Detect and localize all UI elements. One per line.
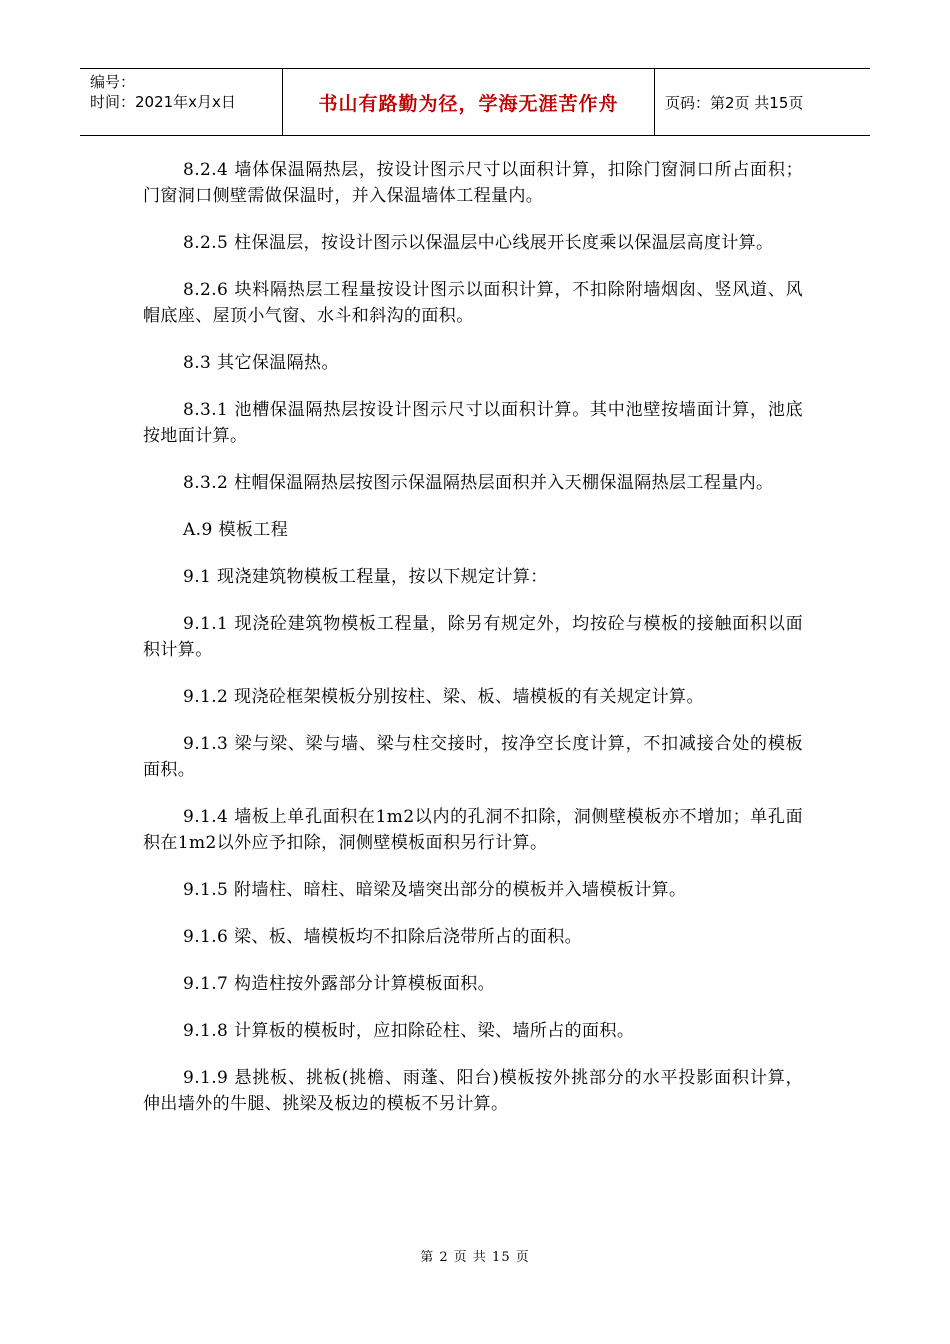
paragraph-9-1-6: 9.1.6 梁、板、墙模板均不扣除后浇带所占的面积。 (183, 927, 583, 947)
paragraph-9-1-9: 9.1.9 悬挑板、挑板(挑檐、雨蓬、阳台)模板按外挑部分的水平投影面积计算，伸出墙外的牛腿、挑梁及板边的模板不另计算。 (143, 1068, 803, 1114)
paragraph-9-1-1: 9.1.1 现浇砼建筑物模板工程量，除另有规定外，均按砼与模板的接触面积以面积计算。 (143, 614, 803, 660)
paragraph-9-1-8: 9.1.8 计算板的模板时，应扣除砼柱、梁、墙所占的面积。 (183, 1021, 635, 1041)
paragraph-9-1: 9.1 现浇建筑物模板工程量，按以下规定计算： (183, 567, 548, 587)
paragraph-8-3: 8.3 其它保温隔热。 (183, 353, 339, 373)
paragraph-9-1-3: 9.1.3 梁与梁、梁与墙、梁与柱交接时，按净空长度计算，不扣减接合处的模板面积。 (143, 734, 803, 780)
paragraph-9-1-4: 9.1.4 墙板上单孔面积在1m2以内的孔洞不扣除，洞侧壁模板亦不增加；单孔面积在1m2以外应予扣除，洞侧壁模板面积另行计算。 (143, 807, 803, 853)
header-page-number: 页码：第2页 共15页 (665, 93, 804, 112)
paragraph-8-3-1: 8.3.1 池槽保温隔热层按设计图示尺寸以面积计算。其中池壁按墙面计算，池底按地面计算。 (143, 400, 803, 446)
paragraph-8-2-5: 8.2.5 柱保温层，按设计图示以保温层中心线展开长度乘以保温层高度计算。 (183, 233, 774, 253)
document-body (143, 157, 803, 1138)
paragraph-9-1-5: 9.1.5 附墙柱、暗柱、暗梁及墙突出部分的模板并入墙模板计算。 (183, 880, 687, 900)
header-meta-cell (80, 69, 283, 135)
paragraph-8-3-2: 8.3.2 柱帽保温隔热层按图示保温隔热层面积并入天棚保温隔热层工程量内。 (183, 473, 774, 493)
paragraph-8-2-4: 8.2.4 墙体保温隔热层，按设计图示尺寸以面积计算，扣除门窗洞口所占面积；门窗洞口侧壁需做保温时，并入保温墙体工程量内。 (143, 160, 803, 206)
document-number-label: 编号： (90, 73, 136, 91)
header-page-cell (655, 69, 870, 135)
document-time-label: 时间：2021年x月x日 (90, 93, 236, 111)
paragraph-8-2-6: 8.2.6 块料隔热层工程量按设计图示以面积计算，不扣除附墙烟囱、竖风道、风帽底座、屋顶小气窗、水斗和斜沟的面积。 (143, 280, 803, 326)
header-motto: 书山有路勤为径，学海无涯苦作舟 (318, 92, 619, 115)
page-header (80, 68, 870, 136)
paragraph-9-1-2: 9.1.2 现浇砼框架模板分别按柱、梁、板、墙模板的有关规定计算。 (183, 687, 704, 707)
section-heading-a9: A.9 模板工程 (183, 520, 289, 540)
page-footer: 第 2 页 共 15 页 (420, 1250, 530, 1265)
paragraph-9-1-7: 9.1.7 构造柱按外露部分计算模板面积。 (183, 974, 496, 994)
header-motto-cell (283, 69, 655, 135)
